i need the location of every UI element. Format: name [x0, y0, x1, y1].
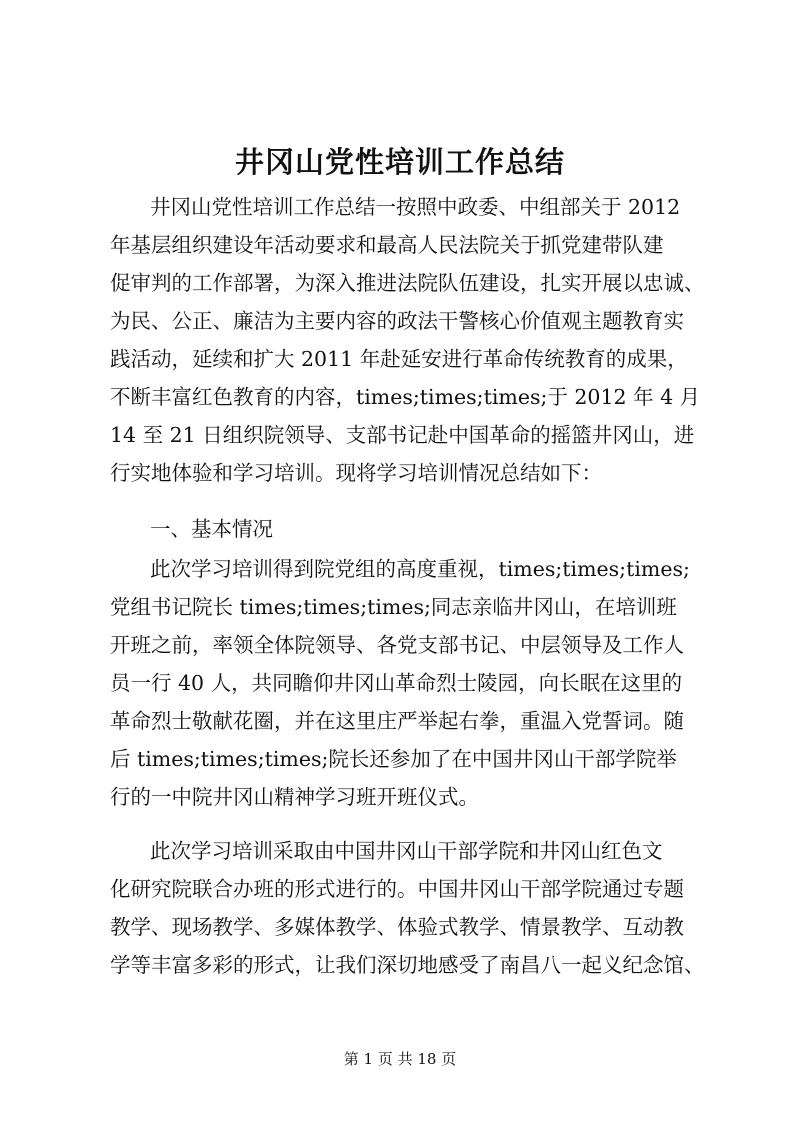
paragraph-line: 员一行 40 人，共同瞻仰井冈山革命烈士陵园，向长眠在这里的: [110, 671, 683, 695]
paragraph-line: 促审判的工作部署，为深入推进法院队伍建设，扎实开展以忠诚、: [110, 271, 705, 295]
paragraph-line: 行实地体验和学习培训。现将学习培训情况总结如下：: [110, 461, 602, 485]
paragraph-line: 此次学习培训得到院党组的高度重视，times;times;times;: [150, 557, 690, 581]
paragraph-line: 不断丰富红色教育的内容，times;times;times;于 2012 年 4 月: [110, 385, 701, 409]
paragraph-line: 学等丰富多彩的形式，让我们深切地感受了南昌八一起义纪念馆、: [110, 953, 705, 977]
document-title: 井冈山党性培训工作总结: [234, 145, 565, 179]
paragraph-line: 化研究院联合办班的形式进行的。中国井冈山干部学院通过专题: [110, 877, 684, 901]
paragraph-line: 14 至 21 日组织院领导、支部书记赴中国革命的摇篮井冈山，进: [110, 423, 695, 447]
paragraph-line: 为民、公正、廉洁为主要内容的政法干警核心价值观主题教育实: [110, 309, 684, 333]
paragraph-line: 此次学习培训采取由中国井冈山干部学院和井冈山红色文: [150, 839, 663, 863]
page-number-footer: 第 1 页 共 18 页: [343, 1050, 457, 1068]
paragraph-line: 开班之前，率领全体院领导、各党支部书记、中层领导及工作人: [110, 633, 684, 657]
paragraph-line: 年基层组织建设年活动要求和最高人民法院关于抓党建带队建: [110, 233, 664, 257]
paragraph-line: 井冈山党性培训工作总结一按照中政委、中组部关于 2012: [150, 195, 681, 219]
paragraph-line: 党组书记院长 times;times;times;同志亲临井冈山，在培训班: [110, 595, 677, 619]
paragraph-line: 践活动，延续和扩大 2011 年赴延安进行革命传统教育的成果，: [110, 347, 688, 371]
paragraph-line: 后 times;times;times;院长还参加了在中国井冈山干部学院举: [110, 747, 677, 771]
section-heading: 一、基本情况: [150, 517, 273, 541]
paragraph-line: 教学、现场教学、多媒体教学、体验式教学、情景教学、互动教: [110, 915, 684, 939]
paragraph-line: 革命烈士敬献花圈，并在这里庄严举起右拳，重温入党誓词。随: [110, 709, 684, 733]
paragraph-line: 行的一中院井冈山精神学习班开班仪式。: [110, 785, 479, 809]
